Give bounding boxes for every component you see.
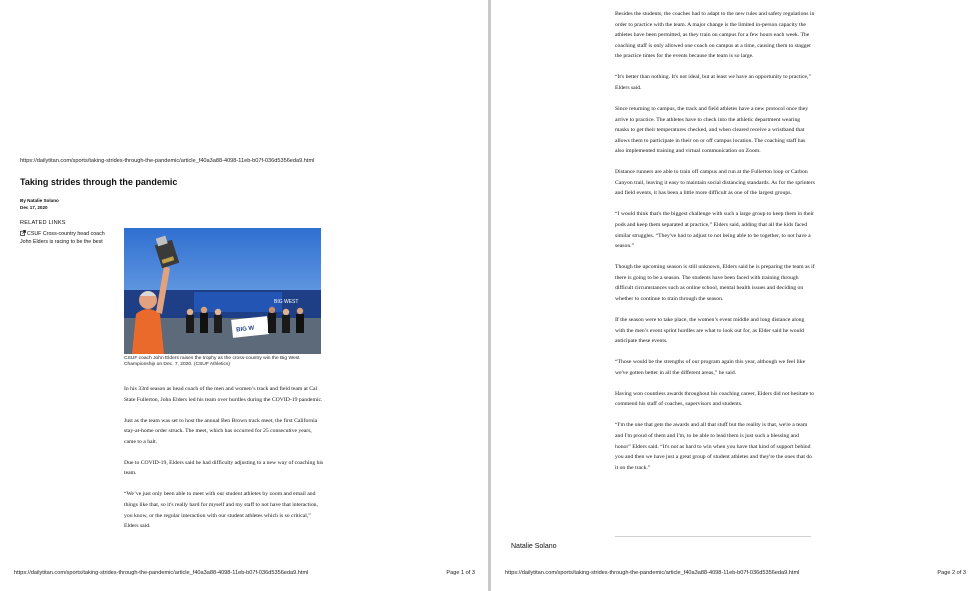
pdf-page-2 <box>491 0 979 591</box>
byline <box>20 197 59 211</box>
body-paragraph: Though the upcoming season is still unknown, Elders said he is preparing the team as if there is going to be a season. The students have been faced with training through difficult circumstances such as online school, mental health issues and deciding on whether to continue to train through the season. <box>615 264 815 303</box>
author-byline: By Natalie Solano <box>20 198 59 203</box>
author-footer: Natalie Solano <box>511 543 557 550</box>
body-paragraph: Since returning to campus, the track and field athletes have a new protocol once they arrive to practice. The athletes have to check into the athletic department wearing masks to get their temperatures checked, and when cleared receive a wristband that allows them to participate in their on or off campus location. The coaching staff has also implemented training and virtual communication on Zoom. <box>615 105 809 155</box>
author-divider <box>615 536 811 537</box>
article-title: Taking strides through the pandemic <box>20 177 178 187</box>
photo-banner-text: BIG WEST <box>274 299 299 305</box>
article-photo <box>124 228 321 354</box>
photo-caption: CSUF coach John Elders raises the trophy as the cross-country win the Big West Championship on Dec. 7, 2020. (CSUF Athletics) <box>124 356 300 368</box>
body-paragraph: “We’ve just only been able to meet with our student athletes by zoom and email and things like that, so it's really hard for myself and my staff to not have that interaction, you know, or the regular interaction with our student athletes which is so critical,” Elders said. <box>124 491 318 530</box>
body-paragraph: Just as the team was set to host the annual Ben Brown track meet, the first California stay-at-home order struck. The meet, which has occurred for 25 consecutive years, came to a halt. <box>124 417 318 445</box>
article-body-page1 <box>124 384 324 542</box>
page-number: Page 2 of 3 <box>937 570 966 576</box>
body-paragraph: “It's better than nothing. It's not ideal, but at least we have an opportunity to practice,” Elders said. <box>615 74 811 91</box>
body-paragraph: If the season were to take place, the women’s event middle and long distance along with the men’s event sprint hurdles are what to look out for, as Elder said he would anticipate these events. <box>615 317 805 345</box>
body-paragraph: Besides the students, the coaches had to adapt to the new rules and safety regulations in order to practice with the team. A major change is the limited in-person capacity the athletes have been permitted, as they train on campus for a few hours each week. The coaching staff is only allowed one coach on campus at a time, causing them to stagger the practice times for the events because the team is so large. <box>615 11 815 60</box>
related-link-text[interactable]: CSUF Cross-country head coach John Elders is racing to be the best <box>20 231 105 245</box>
external-link-icon <box>20 230 26 236</box>
footer-url: https://dailytitan.com/sports/taking-strides-through-the-pandemic/article_f40a3a88-4098-11eb-b07f-036d5356eda9.html <box>14 570 309 576</box>
page-url-header: https://dailytitan.com/sports/taking-strides-through-the-pandemic/article_f40a3a88-4098-11eb-b07f-036d5356eda9.html <box>20 158 315 164</box>
body-paragraph: “I'm the one that gets the awards and all that stuff but the reality is that, we're a team and I'm proud of them and I'm, to be able to lead them is just such a blessing and honor” Elders said. “It's not as hard to win when you have that kind of support behind you and then we have just a great group of student athletes and they're the ones that do it on the track.” <box>615 422 813 471</box>
article-body-page2 <box>615 9 815 484</box>
page-number: Page 1 of 3 <box>446 570 475 576</box>
body-paragraph: Distance runners are able to train off campus and run at the Fullerton loop or Carbon Canyon trail, leaving it easy to maintain social distancing standards. As for the sprinters and field events, it has been a little more difficult as one of the largest groups. <box>615 169 815 197</box>
related-links-heading: RELATED LINKS <box>20 220 66 226</box>
footer-url: https://dailytitan.com/sports/taking-strides-through-the-pandemic/article_f40a3a88-4098-11eb-b07f-036d5356eda9.html <box>505 570 800 576</box>
svg-text:BIG W: BIG W <box>235 325 255 334</box>
pdf-page-1 <box>0 0 488 591</box>
publish-date: Dec 17, 2020 <box>20 205 48 210</box>
body-paragraph: “I would think that's the biggest challenge with such a large group to keep them in their pods and keep them separated at practice,” Elders said, adding that all the kids faced similar struggles. “They've had to adjust to not being able to be together, to not have a season.” <box>615 211 814 250</box>
body-paragraph: Having won countless awards throughout his coaching career, Elders did not hesitate to commend his staff of coaches, supervisors and students. <box>615 390 814 408</box>
body-paragraph: Due to COVID-19, Elders said he had difficulty adjusting to a new way of coaching his team. <box>124 459 324 477</box>
trophy-celebration-photo <box>124 228 321 354</box>
body-paragraph: In his 33rd season as head coach of the men and women’s track and field team at Cal State Fullerton, John Elders led his team over hurdles during the COVID-19 pandemic. <box>124 386 323 403</box>
body-paragraph: “Those would be the strengths of our program again this year, although we feel like we've gotten better in all the different areas,” he said. <box>615 359 806 376</box>
related-link[interactable] <box>20 230 116 246</box>
